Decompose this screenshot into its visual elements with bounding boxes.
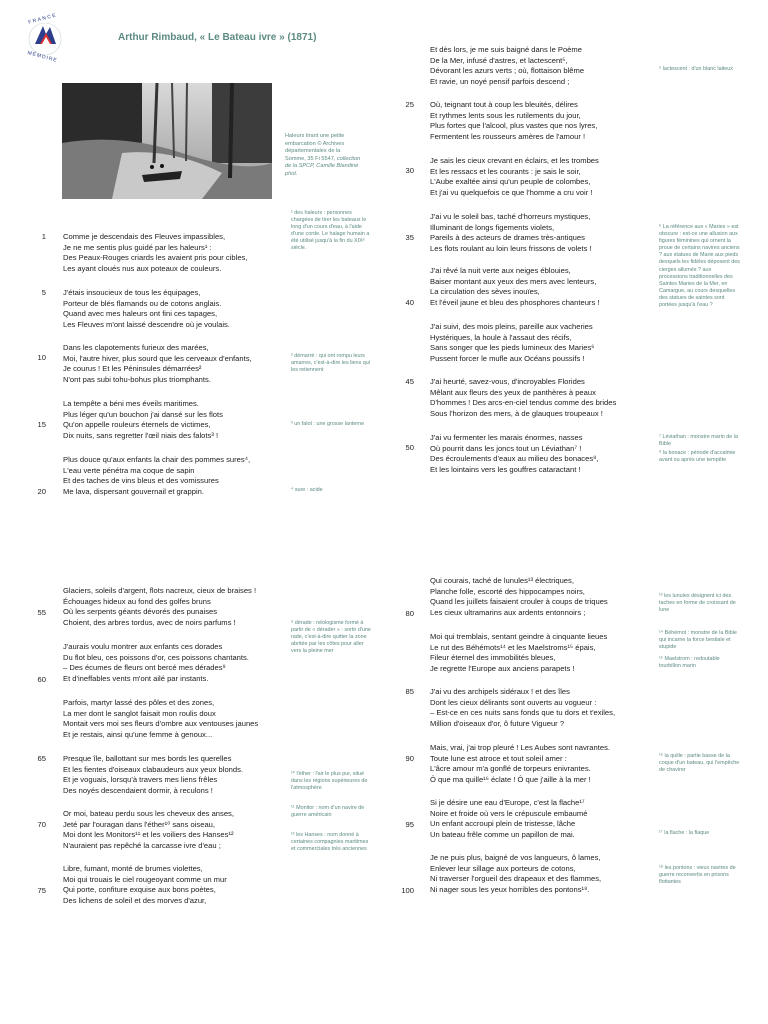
line-number: 90 bbox=[405, 754, 414, 763]
verse-line: Qu'on appelle rouleurs éternels de victimes, bbox=[63, 420, 211, 430]
verse-line: Les cieux ultramarins aux ardents entonnoirs ; bbox=[430, 607, 586, 617]
stanza-15 bbox=[63, 642, 249, 684]
verse-line: Qui porte, confiture exquise aux bons poètes, bbox=[63, 885, 216, 895]
stanza-17 bbox=[63, 754, 243, 796]
verse-line: Dans les clapotements furieux des marées, bbox=[63, 343, 209, 352]
footnote-9: ⁹ dérade : néologisme formé à partir de « dérader » : sortir d'une rade, c'est-à-dire quitter la zone abritée par les côtes pour aller vers la pleine mer bbox=[291, 620, 371, 655]
stanza-21 bbox=[430, 632, 607, 674]
footnote-2: ² démarré : qui ont rompu leurs amarres, c'est-à-dire les liens qui les retiennent bbox=[291, 353, 370, 374]
stanza-2 bbox=[63, 288, 230, 330]
stanza-4 bbox=[63, 399, 223, 441]
verse-line: Et les lointains vers les gouffres cataractant ! bbox=[430, 464, 581, 474]
verse-line: Si je désire une eau d'Europe, c'est la flache¹⁷ bbox=[430, 798, 585, 807]
verse-line: Et je restais, ainsi qu'une femme à genoux... bbox=[63, 729, 213, 739]
verse-line: Et ravie, un noyé pensif parfois descend ; bbox=[430, 76, 570, 86]
line-number: 5 bbox=[41, 288, 46, 297]
verse-line: Choient, des arbres tordus, avec de noirs parfums ! bbox=[63, 617, 236, 627]
verse-line: La mer dont le sanglot faisait mon roulis doux bbox=[63, 708, 216, 718]
stanza-11 bbox=[430, 322, 594, 364]
verse-line: Où les serpents géants dévorés des punaises bbox=[63, 607, 218, 617]
stanza-16 bbox=[63, 698, 258, 740]
verse-line: Les ayant cloués nus aux poteaux de couleurs. bbox=[63, 263, 222, 273]
verse-line: Illuminant de longs figements violets, bbox=[430, 222, 555, 232]
verse-line: – Est-ce en ces nuits sans fonds que tu dors et t'exiles, bbox=[430, 708, 616, 718]
verse-line: Sous l'horizon des mers, à de glauques troupeaux ! bbox=[430, 408, 603, 418]
verse-line: Je ne puis plus, baigné de vos langueurs, ô lames, bbox=[430, 853, 601, 862]
verse-line: Moi qui trouais le ciel rougeoyant comme un mur bbox=[63, 874, 227, 884]
verse-line: Je sais les cieux crevant en éclairs, et les trombes bbox=[430, 156, 599, 165]
verse-line: Les flots roulant au loin leurs frissons de volets ! bbox=[430, 243, 592, 253]
verse-line: Comme je descendais des Fleuves impassibles, bbox=[63, 232, 226, 241]
verse-line: Planche folle, escorté des hippocampes noirs, bbox=[430, 586, 585, 596]
verse-line: L'eau verte pénétra ma coque de sapin bbox=[63, 465, 195, 475]
stanza-7 bbox=[430, 100, 597, 142]
verse-line: Des noyés descendaient dormir, à reculons ! bbox=[63, 785, 213, 795]
footnote-18: ¹⁸ les pontons : vieux navires de guerre reconvertis en prisons flottantes bbox=[659, 865, 736, 886]
line-number: 55 bbox=[37, 608, 46, 617]
verse-line: Les Fleuves m'ont laissé descendre où je voulais. bbox=[63, 319, 230, 329]
line-number: 65 bbox=[37, 754, 46, 763]
line-number: 20 bbox=[37, 487, 46, 496]
verse-line: Porteur de blés flamands ou de cotons anglais. bbox=[63, 298, 222, 308]
verse-line: L'Aube exaltée ainsi qu'un peuple de colombes, bbox=[430, 177, 591, 187]
caption-text: Haleurs tirant une petite embarcation © Archives départementales de la Somme, 35 Fi 5547, bbox=[285, 133, 345, 162]
stanza-10 bbox=[430, 266, 599, 308]
footnote-4: ⁴ sure : acide bbox=[291, 487, 323, 493]
line-number: 10 bbox=[37, 353, 46, 362]
line-number: 50 bbox=[405, 443, 414, 452]
verse-line: Et d'ineffables vents m'ont ailé par instants. bbox=[63, 673, 209, 683]
verse-line: Sans songer que les pieds lumineux des Maries⁶ bbox=[430, 343, 595, 353]
verse-line: J'ai rêvé la nuit verte aux neiges éblouies, bbox=[430, 266, 571, 275]
verse-line: N'ont pas subi tohu-bohus plus triomphants. bbox=[63, 374, 211, 384]
caption-credit: collection de la SPCP, Camille Blandiné phot. bbox=[285, 155, 361, 177]
verse-line: Fileur éternel des immobilités bleues, bbox=[430, 653, 556, 663]
line-number: 85 bbox=[405, 687, 414, 696]
line-number: 30 bbox=[405, 166, 414, 175]
footnote-14: ¹⁴ Béhémot : monstre de la Bible qui incarne la force bestiale et stupide bbox=[659, 630, 737, 651]
verse-line: De la Mer, infusé d'astres, et lactescent⁵, bbox=[430, 55, 568, 65]
verse-line: Échouages hideux au fond des golfes bruns bbox=[63, 596, 211, 606]
footnote-16: ¹⁶ la quille : partie basse de la coque d'un bateau, qui l'empêche de chavirer bbox=[659, 753, 740, 774]
verse-line: J'ai vu le soleil bas, taché d'horreurs mystiques, bbox=[430, 212, 591, 221]
stanza-18 bbox=[63, 809, 234, 851]
footnote-13: ¹³ les lunules désignent ici des taches en forme de croissant de lune bbox=[659, 593, 736, 614]
verse-line: Ô que ma quille¹⁶ éclate ! Ô que j'aille à la mer ! bbox=[430, 774, 591, 784]
verse-line: Du flot bleu, ces poissons d'or, ces poissons chantants. bbox=[63, 652, 249, 662]
france-memoire-logo bbox=[22, 14, 68, 64]
line-number: 45 bbox=[405, 377, 414, 386]
verse-line: Mêlant aux fleurs des yeux de panthères à peaux bbox=[430, 387, 596, 397]
footnote-5: ⁵ lactescent : d'un blanc laiteux bbox=[659, 66, 733, 72]
verse-line: Me lava, dispersant gouvernail et grappin. bbox=[63, 486, 204, 496]
verse-line: Moi dont les Monitors¹¹ et les voiliers des Hanses¹² bbox=[63, 830, 234, 840]
photo-caption bbox=[285, 133, 361, 179]
verse-line: Plus léger qu'un bouchon j'ai dansé sur les flots bbox=[63, 409, 223, 419]
footnote-6: ⁶ La référence aux « Maries » est obscure : est-ce une allusion aux figures féminines qui ornent la proue de certains navires anciens ? aux statues de Marie aux pieds desquels les fidèles déposent des cierges allumés ? aux processions traditionnelles des Saintes Maries de la Mer, en Camargue, au cours desquelles des statues de saintes sont portées jusqu'à l'eau ? bbox=[659, 224, 740, 309]
verse-line: La circulation des sèves inouïes, bbox=[430, 287, 540, 297]
verse-line: Je regrette l'Europe aux anciens parapets ! bbox=[430, 663, 575, 673]
verse-line: Et les ressacs et les courants : je sais le soir, bbox=[430, 166, 581, 176]
verse-line: J'ai suivi, des mois pleins, pareille aux vacheries bbox=[430, 322, 593, 331]
footnote-7: ⁷ Léviathan : monstre marin de la Bible bbox=[659, 434, 738, 448]
verse-line: Glaciers, soleils d'argent, flots nacreux, cieux de braises ! bbox=[63, 586, 257, 595]
footnote-10: ¹⁰ l'éther : l'air le plus pur, situé dans les régions supérieures de l'atmosphère bbox=[291, 771, 368, 792]
stanza-8 bbox=[430, 156, 599, 198]
verse-line: Pussent forcer le mufle aux Océans poussifs ! bbox=[430, 353, 585, 363]
verse-line: N'auraient pas repêché la carcasse ivre d'eau ; bbox=[63, 840, 221, 850]
verse-line: Ni nager sous les yeux horribles des pontons¹⁸. bbox=[430, 884, 590, 894]
line-number: 75 bbox=[37, 886, 46, 895]
footnote-12: ¹² les Hanses : nom donné à certaines compagnies maritimes et commerciales très anciennes bbox=[291, 832, 369, 853]
verse-line: Million d'oiseaux d'or, ô future Vigueur ? bbox=[430, 718, 565, 728]
verse-line: J'ai vu des archipels sidéraux ! et des îles bbox=[430, 687, 570, 696]
verse-line: J'aurais voulu montrer aux enfants ces dorades bbox=[63, 642, 223, 651]
verse-line: Montait vers moi ses fleurs d'ombre aux ventouses jaunes bbox=[63, 719, 259, 729]
verse-line: Et rythmes lents sous les rutilements du jour, bbox=[430, 110, 581, 120]
verse-line: Quand avec mes haleurs ont fini ces tapages, bbox=[63, 309, 218, 319]
stanza-20 bbox=[430, 576, 608, 618]
verse-line: Un enfant accroupi plein de tristesse, lâche bbox=[430, 819, 576, 829]
line-number: 70 bbox=[37, 820, 46, 829]
page-title: Arthur Rimbaud, « Le Bateau ivre » (1871) bbox=[118, 32, 317, 43]
verse-line: Dix nuits, sans regretter l'œil niais des falots³ ! bbox=[63, 430, 219, 440]
verse-line: Dévorant les azurs verts ; où, flottaison blême bbox=[430, 66, 585, 76]
verse-line: Hystériques, la houle à l'assaut des récifs, bbox=[430, 332, 572, 342]
verse-line: Presque île, ballottant sur mes bords les querelles bbox=[63, 754, 232, 763]
logo-text-bottom: MÉMOIRE bbox=[26, 50, 59, 64]
verse-line: Et les fientes d'oiseaux clabaudeurs aux yeux blonds. bbox=[63, 764, 244, 774]
stanza-13 bbox=[430, 433, 598, 475]
footnote-11: ¹¹ Monitor : nom d'un navire de guerre américain bbox=[291, 805, 365, 819]
verse-line: Baiser montant aux yeux des mers avec lenteurs, bbox=[430, 276, 597, 286]
verse-line: Plus fortes que l'alcool, plus vastes que nos lyres, bbox=[430, 121, 598, 131]
line-number: 60 bbox=[37, 675, 46, 684]
verse-line: Fermentent les rousseurs amères de l'amour ! bbox=[430, 131, 586, 141]
stanza-9 bbox=[430, 212, 592, 254]
verse-line: Dont les cieux délirants sont ouverts au vogueur : bbox=[430, 697, 597, 707]
verse-line: Moi, l'autre hiver, plus sourd que les cerveaux d'enfants, bbox=[63, 353, 252, 363]
stanza-23 bbox=[430, 743, 610, 785]
verse-line: Et dès lors, je me suis baigné dans le Poème bbox=[430, 45, 582, 54]
stanza-3 bbox=[63, 343, 252, 385]
verse-line: Le rut des Béhémots¹⁴ et les Maelstroms¹⁵ épais, bbox=[430, 642, 596, 652]
verse-line: Libre, fumant, monté de brumes violettes, bbox=[63, 864, 203, 873]
stanza-6 bbox=[430, 45, 584, 87]
stanza-24 bbox=[430, 798, 587, 840]
stanza-5 bbox=[63, 455, 250, 497]
verse-line: Où, teignant tout à coup les bleuités, délires bbox=[430, 100, 578, 109]
verse-line: Moi qui tremblais, sentant geindre à cinquante lieues bbox=[430, 632, 608, 641]
verse-line: Un bateau frêle comme un papillon de mai. bbox=[430, 829, 575, 839]
verse-line: Et l'éveil jaune et bleu des phosphores chanteurs ! bbox=[430, 297, 600, 307]
verse-line: – Des écumes de fleurs ont bercé mes dérades⁹ bbox=[63, 663, 226, 673]
footnote-3: ³ un falot : une grosse lanterne bbox=[291, 421, 365, 427]
verse-line: Quand les juillets faisaient crouler à coups de triques bbox=[430, 597, 608, 607]
logo-text-top: FRANCE bbox=[27, 12, 58, 26]
line-number: 25 bbox=[405, 100, 414, 109]
verse-line: Jeté par l'ouragan dans l'éther¹⁰ sans oiseau, bbox=[63, 819, 216, 829]
verse-line: Et je voguais, lorsqu'à travers mes liens frêles bbox=[63, 775, 218, 785]
stanza-19 bbox=[63, 864, 227, 906]
verse-line: Pareils à des acteurs de drames très-antiques bbox=[430, 233, 585, 243]
stanza-25 bbox=[430, 853, 601, 895]
verse-line: Enlever leur sillage aux porteurs de cotons, bbox=[430, 863, 576, 873]
stanza-1 bbox=[63, 232, 247, 274]
footnote-8: ⁸ la bonace : période d'accalmie avant ou après une tempête bbox=[659, 450, 736, 464]
verse-line: La tempête a béni mes éveils maritimes. bbox=[63, 399, 199, 408]
stanza-22 bbox=[430, 687, 615, 729]
line-number: 100 bbox=[401, 886, 414, 895]
verse-line: Des Peaux-Rouges criards les avaient pris pour cibles, bbox=[63, 253, 248, 263]
verse-line: Qui courais, taché de lunules¹³ électriques, bbox=[430, 576, 574, 585]
verse-line: Toute lune est atroce et tout soleil amer : bbox=[430, 753, 567, 763]
verse-line: D'hommes ! Des arcs-en-ciel tendus comme des brides bbox=[430, 398, 617, 408]
verse-line: Mais, vrai, j'ai trop pleuré ! Les Aubes sont navrantes. bbox=[430, 743, 610, 752]
line-number: 1 bbox=[41, 232, 46, 241]
verse-line: Et des taches de vins bleus et des vomissures bbox=[63, 476, 219, 486]
verse-line: Ni traverser l'orgueil des drapeaux et des flammes, bbox=[430, 874, 602, 884]
haleurs-photo bbox=[62, 83, 272, 199]
line-number: 40 bbox=[405, 298, 414, 307]
verse-line: Noire et froide où vers le crépuscule embaumé bbox=[430, 808, 588, 818]
verse-line: Parfois, martyr lassé des pôles et des zones, bbox=[63, 698, 215, 707]
verse-line: J'ai vu fermenter les marais énormes, nasses bbox=[430, 433, 583, 442]
line-number: 95 bbox=[405, 820, 414, 829]
verse-line: Plus douce qu'aux enfants la chair des pommes sures⁴, bbox=[63, 455, 251, 464]
footnote-1: ¹ des haleurs : personnes chargées de tirer les bateaux le long d'un cours d'eau, à l'aide d'une corde. Le halage humain a été utilisé jusqu'à la fin du XIXᵉ siècle. bbox=[291, 210, 370, 252]
footnote-15: ¹⁵ Maelstrom : redoutable tourbillon marin bbox=[659, 656, 720, 670]
verse-line: Des écroulements d'eaux au milieu des bonaces⁸, bbox=[430, 454, 599, 464]
footnote-17: ¹⁷ la flache : la flaque bbox=[659, 830, 710, 836]
line-number: 15 bbox=[37, 420, 46, 429]
line-number: 35 bbox=[405, 233, 414, 242]
verse-line: Des lichens de soleil et des morves d'azur, bbox=[63, 895, 207, 905]
verse-line: J'étais insoucieux de tous les équipages, bbox=[63, 288, 201, 297]
verse-line: Or moi, bateau perdu sous les cheveux des anses, bbox=[63, 809, 234, 818]
line-number: 80 bbox=[405, 609, 414, 618]
stanza-14 bbox=[63, 586, 256, 628]
verse-line: L'âcre amour m'a gonflé de torpeurs enivrantes. bbox=[430, 764, 591, 774]
verse-line: Et j'ai vu quelquefois ce que l'homme a cru voir ! bbox=[430, 187, 593, 197]
verse-line: Je ne me sentis plus guidé par les haleurs¹ : bbox=[63, 242, 212, 252]
verse-line: J'ai heurté, savez-vous, d'incroyables Florides bbox=[430, 377, 585, 386]
verse-line: Je courus ! Et les Péninsules démarrées² bbox=[63, 364, 202, 374]
verse-line: Où pourrit dans les joncs tout un Léviathan⁷ ! bbox=[430, 443, 582, 453]
stanza-12 bbox=[430, 377, 616, 419]
